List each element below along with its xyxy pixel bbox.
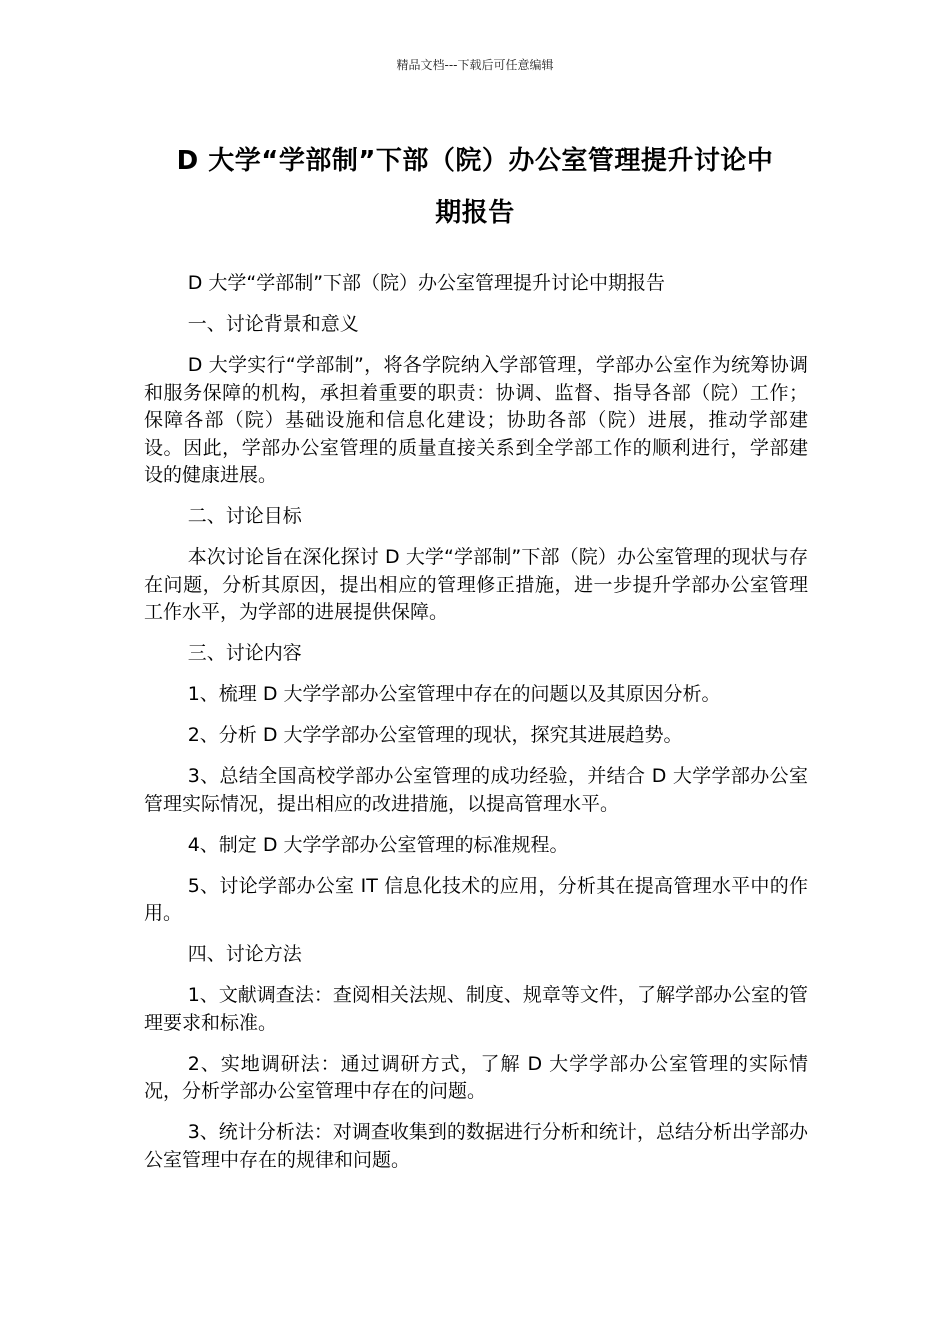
title-line-2: 期报告 — [435, 198, 515, 228]
document-title — [130, 135, 820, 239]
content-item-1: 1、梳理 D 大学学部办公室管理中存在的问题以及其原因分析。 — [187, 683, 721, 705]
section-heading-background: 一、讨论背景和意义 — [187, 313, 359, 335]
paragraph-goals: 本次讨论旨在深化探讨 D 大学“学部制”下部（院）办公室管理的现状与存在问题，分析其原因，提出相应的管理修正措施，进一步提升学部办公室管理工作水平，为学部的进展提供保障。 — [144, 546, 808, 623]
header-note: 精品文档---下载后可任意编辑 — [396, 58, 554, 72]
content-item-3: 3、总结全国高校学部办公室管理的成功经验，并结合 D 大学学部办公室管理实际情况，提出相应的改进措施，以提高管理水平。 — [144, 765, 808, 815]
method-item-3: 3、统计分析法：对调查收集到的数据进行分析和统计，总结分析出学部办公室管理中存在的规律和问题。 — [144, 1121, 808, 1171]
method-item-1: 1、文献调查法：查阅相关法规、制度、规章等文件，了解学部办公室的管理要求和标准。 — [144, 984, 808, 1034]
paragraph-background: D 大学实行“学部制”，将各学院纳入学部管理，学部办公室作为统筹协调和服务保障的机构，承担着重要的职责：协调、监督、指导各部（院）工作；保障各部（院）基础设施和信息化建设；协助各部（院）进展，推动学部建设。因此，学部办公室管理的质量直接关系到全学部工作的顺利进行，学部建设的健康进展。 — [144, 354, 808, 486]
document-body — [144, 270, 808, 1188]
title-line-1: D 大学“学部制”下部（院）办公室管理提升讨论中 — [176, 146, 774, 176]
paragraph-repeat-title: D 大学“学部制”下部（院）办公室管理提升讨论中期报告 — [187, 272, 666, 294]
content-item-5: 5、讨论学部办公室 IT 信息化技术的应用，分析其在提高管理水平中的作用。 — [144, 874, 808, 924]
section-heading-content: 三、讨论内容 — [187, 642, 302, 664]
content-item-2: 2、分析 D 大学学部办公室管理的现状，探究其进展趋势。 — [187, 724, 683, 746]
section-heading-goals: 二、讨论目标 — [187, 505, 302, 527]
method-item-2: 2、实地调研法：通过调研方式，了解 D 大学学部办公室管理的实际情况，分析学部办公室管理中存在的问题。 — [144, 1052, 808, 1102]
content-item-4: 4、制定 D 大学学部办公室管理的标准规程。 — [187, 833, 569, 856]
section-heading-methods: 四、讨论方法 — [187, 943, 302, 965]
